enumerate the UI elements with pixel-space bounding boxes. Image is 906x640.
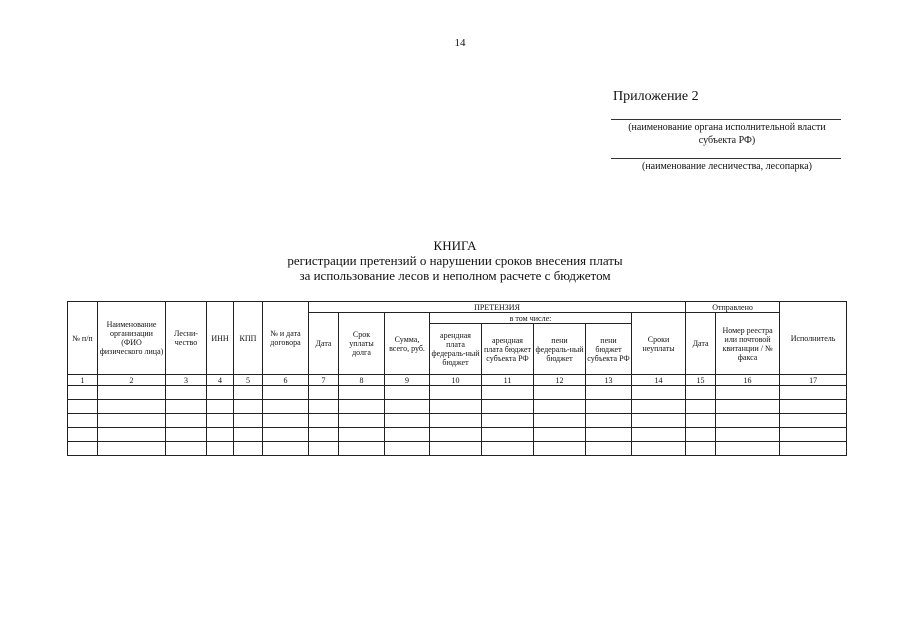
table-cell	[430, 442, 482, 456]
table-cell	[234, 400, 263, 414]
table-cell	[98, 414, 166, 428]
header-rent-federal: арендная плата федераль-ный бюджет	[430, 324, 482, 375]
table-cell	[686, 442, 716, 456]
table-cell	[586, 414, 632, 428]
table-cell	[586, 386, 632, 400]
column-number-cell: 6	[263, 375, 309, 386]
table-cell	[716, 414, 780, 428]
table-cell	[482, 386, 534, 400]
table-cell	[430, 386, 482, 400]
header-kpp: КПП	[234, 302, 263, 375]
table-cell	[309, 428, 339, 442]
header-including: в том числе:	[430, 313, 632, 324]
page-number: 14	[454, 37, 466, 49]
header-num: № п/п	[68, 302, 98, 375]
table-cell	[166, 442, 207, 456]
table-cell	[309, 414, 339, 428]
header-penalty-regional: пени бюджет субъекта РФ	[586, 324, 632, 375]
column-number-cell: 16	[716, 375, 780, 386]
table-cell	[586, 400, 632, 414]
table-cell	[780, 386, 847, 400]
table-cell	[780, 442, 847, 456]
header-sent-group: Отправлено	[686, 302, 780, 313]
header-contract: № и дата договора	[263, 302, 309, 375]
table-cell	[534, 442, 586, 456]
table-cell	[234, 414, 263, 428]
table-cell	[632, 400, 686, 414]
column-number-cell: 12	[534, 375, 586, 386]
forestry-caption: (наименование лесничества, лесопарка)	[641, 161, 812, 172]
table-cell	[234, 386, 263, 400]
table-cell	[339, 428, 385, 442]
column-number-cell: 15	[686, 375, 716, 386]
table-cell	[385, 414, 430, 428]
table-cell	[632, 386, 686, 400]
header-executor: Исполнитель	[780, 302, 847, 375]
table-cell	[207, 428, 234, 442]
authority-signature-line	[611, 119, 841, 120]
table-row	[68, 414, 847, 428]
table-cell	[780, 414, 847, 428]
header-rent-regional: арендная плата бюджет субъекта РФ	[482, 324, 534, 375]
table-cell	[339, 414, 385, 428]
heading-subtitle-line1: регистрации претензий о нарушении сроков внесения платы	[287, 253, 623, 268]
column-number-cell: 10	[430, 375, 482, 386]
authority-caption: (наименование органа исполнительной власти субъекта РФ)	[628, 122, 826, 146]
column-number-cell: 3	[166, 375, 207, 386]
document-heading	[200, 238, 710, 283]
table-cell	[716, 442, 780, 456]
header-penalty-federal: пени федераль-ный бюджет	[534, 324, 586, 375]
table-cell	[534, 428, 586, 442]
table-cell	[234, 442, 263, 456]
claims-register-table	[67, 301, 847, 456]
table-cell	[166, 414, 207, 428]
table-cell	[385, 442, 430, 456]
column-number-cell: 7	[309, 375, 339, 386]
table-cell	[98, 442, 166, 456]
table-cell	[482, 414, 534, 428]
heading-title: КНИГА	[433, 238, 477, 253]
table-cell	[68, 442, 98, 456]
heading-subtitle-line2: за использование лесов и неполном расчете с бюджетом	[299, 268, 611, 283]
column-number-cell: 4	[207, 375, 234, 386]
table-cell	[309, 386, 339, 400]
appendix-title: Приложение 2	[613, 89, 699, 104]
appendix-block	[611, 88, 843, 173]
table-cell	[586, 442, 632, 456]
column-number-cell: 13	[586, 375, 632, 386]
table-cell	[716, 428, 780, 442]
table-cell	[632, 442, 686, 456]
table-cell	[716, 386, 780, 400]
column-number-cell: 14	[632, 375, 686, 386]
table-cell	[263, 428, 309, 442]
table-cell	[309, 442, 339, 456]
table-row	[68, 442, 847, 456]
table-cell	[586, 428, 632, 442]
table-cell	[98, 386, 166, 400]
table-cell	[430, 414, 482, 428]
header-payment-terms: Сроки неуплаты	[632, 313, 686, 375]
table-row	[68, 400, 847, 414]
table-cell	[166, 386, 207, 400]
forestry-signature-line	[611, 158, 841, 159]
column-number-cell: 11	[482, 375, 534, 386]
table-cell	[263, 442, 309, 456]
column-number-cell: 9	[385, 375, 430, 386]
table-cell	[686, 400, 716, 414]
header-claim-group: ПРЕТЕНЗИЯ	[309, 302, 686, 313]
table-row	[68, 428, 847, 442]
table-cell	[234, 428, 263, 442]
table-cell	[339, 386, 385, 400]
table-cell	[207, 400, 234, 414]
header-due-date: Срок уплаты долга	[339, 313, 385, 375]
column-number-cell: 5	[234, 375, 263, 386]
table-cell	[686, 414, 716, 428]
table-cell	[166, 400, 207, 414]
table-cell	[339, 442, 385, 456]
table-cell	[339, 400, 385, 414]
header-claim-date: Дата	[309, 313, 339, 375]
table-cell	[68, 414, 98, 428]
header-registry-number: Номер реестра или почтовой квитанции / № факса	[716, 313, 780, 375]
column-number-cell: 8	[339, 375, 385, 386]
table-cell	[385, 428, 430, 442]
table-cell	[263, 386, 309, 400]
header-forestry: Лесни-чество	[166, 302, 207, 375]
table-cell	[534, 386, 586, 400]
header-amount-total: Сумма, всего, руб.	[385, 313, 430, 375]
column-number-row	[68, 375, 847, 386]
table-cell	[207, 414, 234, 428]
table-row	[68, 386, 847, 400]
table-cell	[430, 428, 482, 442]
table-cell	[686, 386, 716, 400]
column-number-cell: 1	[68, 375, 98, 386]
column-number-cell: 2	[98, 375, 166, 386]
table-cell	[780, 428, 847, 442]
header-sent-date: Дата	[686, 313, 716, 375]
table-cell	[430, 400, 482, 414]
table-cell	[632, 428, 686, 442]
table-cell	[385, 400, 430, 414]
table-cell	[716, 400, 780, 414]
header-org-name: Наименование организации (ФИО физического лица)	[98, 302, 166, 375]
table-cell	[263, 414, 309, 428]
table-cell	[780, 400, 847, 414]
table-cell	[68, 400, 98, 414]
table-cell	[207, 442, 234, 456]
table-cell	[98, 428, 166, 442]
table-cell	[534, 414, 586, 428]
table-cell	[482, 400, 534, 414]
table-cell	[534, 400, 586, 414]
table-cell	[207, 386, 234, 400]
column-number-cell: 17	[780, 375, 847, 386]
table-cell	[385, 386, 430, 400]
table-cell	[686, 428, 716, 442]
table-cell	[309, 400, 339, 414]
header-inn: ИНН	[207, 302, 234, 375]
table-cell	[482, 428, 534, 442]
table-cell	[98, 400, 166, 414]
table-cell	[68, 428, 98, 442]
table-cell	[632, 414, 686, 428]
table-cell	[263, 400, 309, 414]
register-body	[68, 375, 847, 456]
table-cell	[68, 386, 98, 400]
table-cell	[166, 428, 207, 442]
table-cell	[482, 442, 534, 456]
